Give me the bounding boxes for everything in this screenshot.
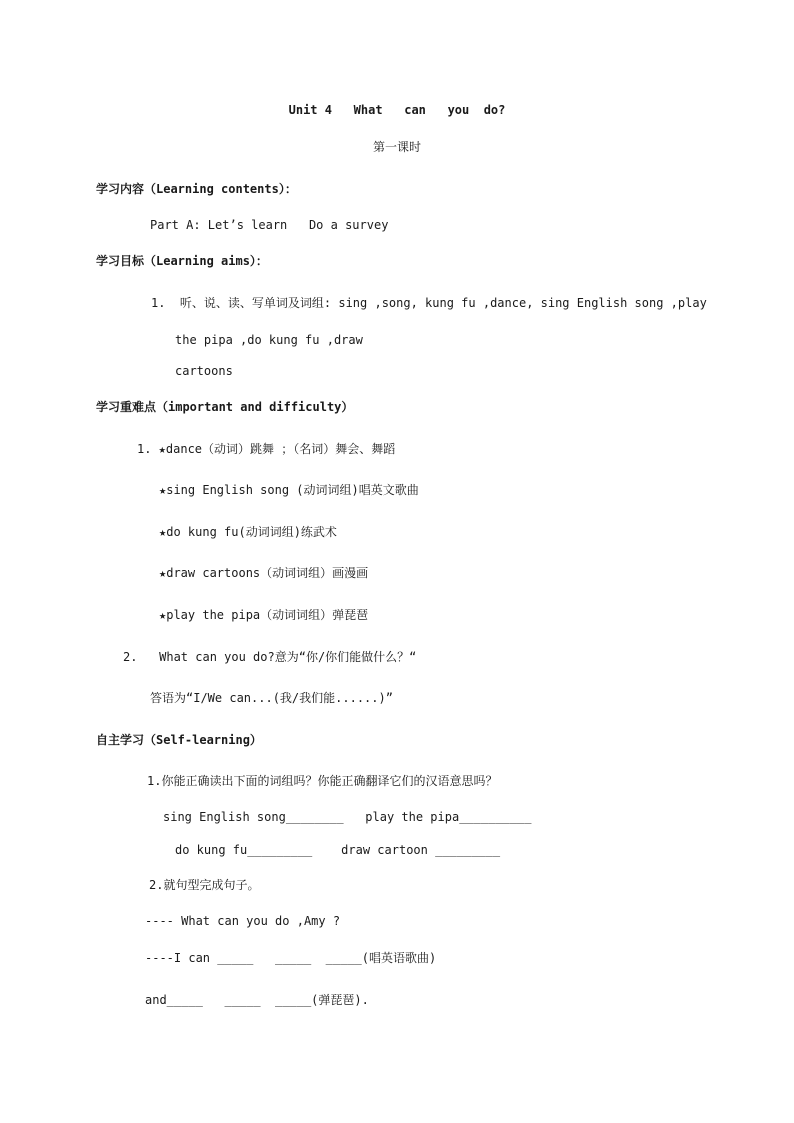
key-point-item: ★play the pipa（动词词组）弹琵琶 (159, 608, 369, 622)
page-title: Unit 4 What can you do? (288, 103, 506, 117)
contents-item: Part A: Let’s learn Do a survey (150, 218, 389, 232)
key-point-item: 1. ★dance（动词）跳舞 ；（名词）舞会、舞蹈 (137, 442, 396, 456)
self-learning-heading: 自主学习（Self-learning） (96, 733, 262, 747)
contents-heading: 学习内容（Learning contents）： (96, 182, 297, 196)
key-point-item: ★do kung fu(动词词组)练武术 (159, 525, 337, 539)
key-points-heading: 学习重难点（important and difficulty） (96, 400, 354, 414)
dialog-line: and_____ _____ _____(弹琵琶). (145, 993, 369, 1007)
aims-heading: 学习目标（Learning aims）： (96, 254, 268, 268)
phrase-row: do kung fu_________ draw cartoon _________ (175, 843, 501, 857)
phrase-row: sing English song________ play the pipa__________ (163, 810, 532, 824)
key-point-question: 2. What can you do?意为“你/你们能做什么？“ (123, 650, 417, 664)
key-point-answer: 答语为“I/We can...(我/我们能......)” (150, 691, 393, 705)
aims-item-line3: cartoons (175, 364, 233, 378)
aims-item-line2: the pipa ,do kung fu ,draw (175, 333, 363, 347)
self-learning-q1: 1.你能正确读出下面的词组吗？你能正确翻译它们的汉语意思吗？ (147, 774, 498, 788)
dialog-line: ---- What can you do ,Amy ? (145, 914, 341, 928)
key-point-item: ★sing English song (动词词组)唱英文歌曲 (159, 483, 419, 497)
key-point-item: ★draw cartoons（动词词组）画漫画 (159, 566, 369, 580)
aims-item-line1: 1. 听、说、读、写单词及词组: sing ,song, kung fu ,dance, sing English song ,play (151, 296, 707, 310)
dialog-line: ----I can _____ _____ _____(唱英语歌曲) (145, 951, 437, 965)
self-learning-q2: 2.就句型完成句子。 (149, 878, 260, 892)
lesson-subtitle: 第一课时 (372, 140, 421, 154)
